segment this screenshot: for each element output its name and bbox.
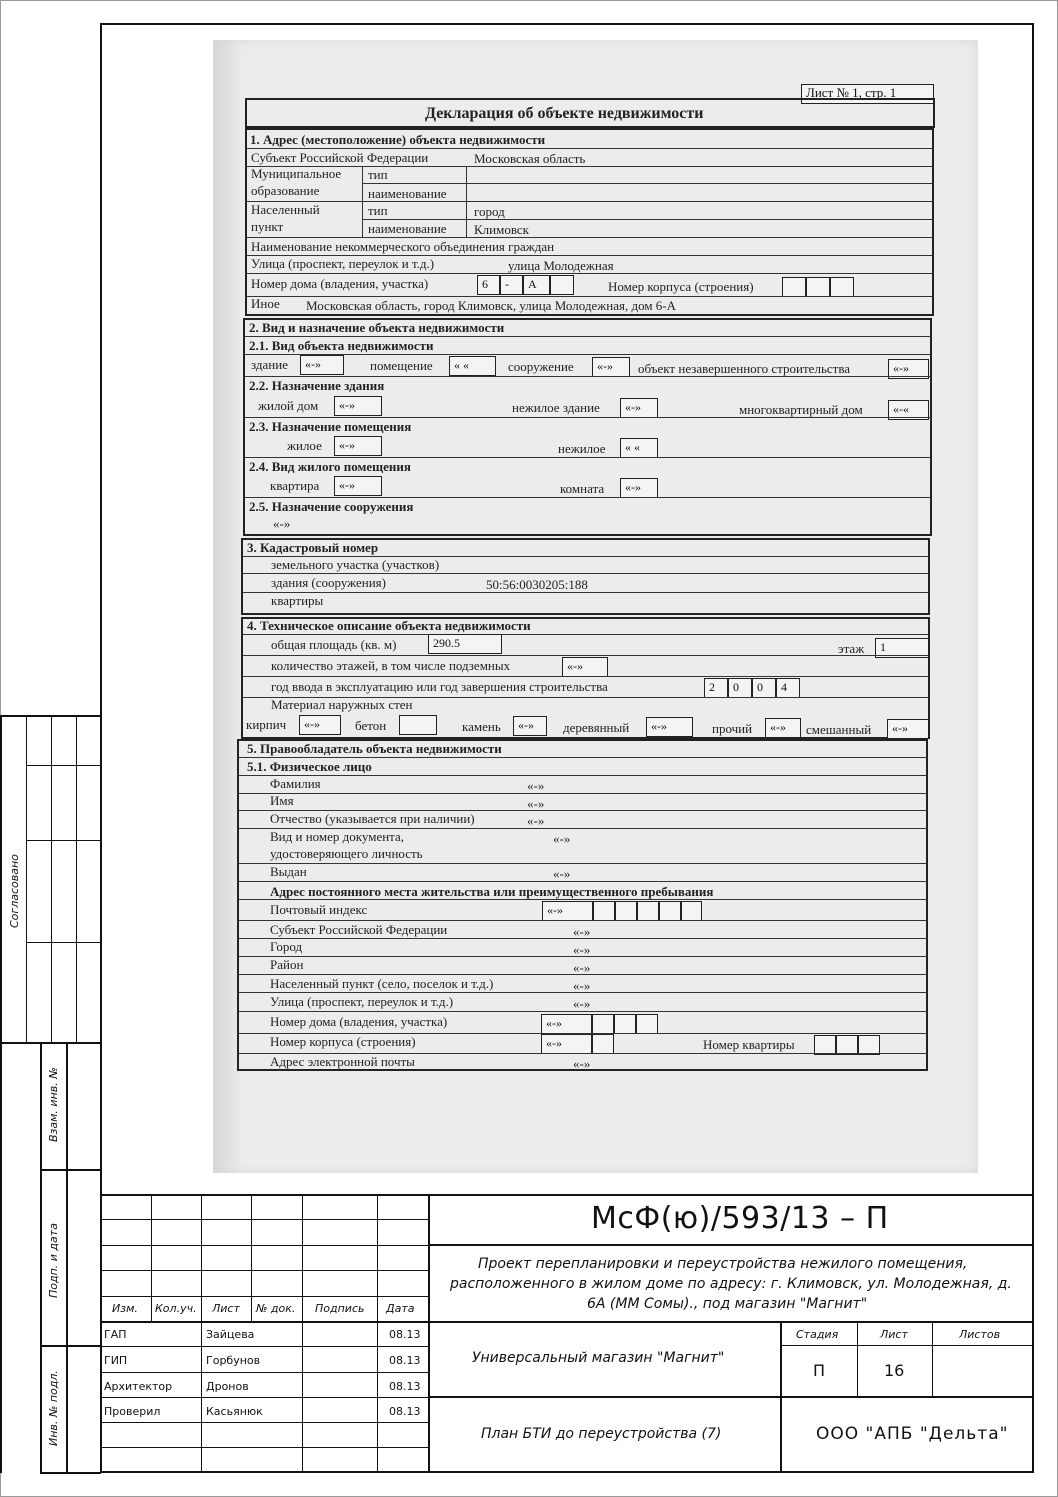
cadastral-number: 50:56:0030205:188: [486, 577, 588, 592]
declaration-title: Декларация об объекте недвижимости: [425, 105, 704, 122]
agreed-label: Согласовано: [8, 854, 21, 928]
drawing-title: План БТИ до переустройства (7): [481, 1426, 722, 1442]
total-area: 290.5: [428, 634, 502, 654]
sheet-value: 16: [884, 1361, 905, 1380]
section-1-header: 1. Адрес (местоположение) объекта недвижимости: [250, 132, 546, 147]
stage-value: П: [813, 1361, 826, 1380]
sign-date-label: Подп. и дата: [47, 1223, 60, 1298]
company-name: ООО "АПБ "Дельта": [816, 1424, 1009, 1444]
subject-value: Московская область: [474, 151, 586, 166]
inv-replace-label: Взам. инв. №: [47, 1067, 60, 1142]
inv-orig-label: Инв. № подл.: [47, 1370, 60, 1446]
other-address-value: Московская область, город Климовск, улица Молодежная, дом 6-А: [306, 298, 677, 313]
object-name: Универсальный магазин "Магнит": [472, 1350, 725, 1366]
drawing-code: МсФ(ю)/593/13 – П: [591, 1201, 889, 1236]
sheet-number-box: Лист № 1, стр. 1: [801, 84, 934, 104]
